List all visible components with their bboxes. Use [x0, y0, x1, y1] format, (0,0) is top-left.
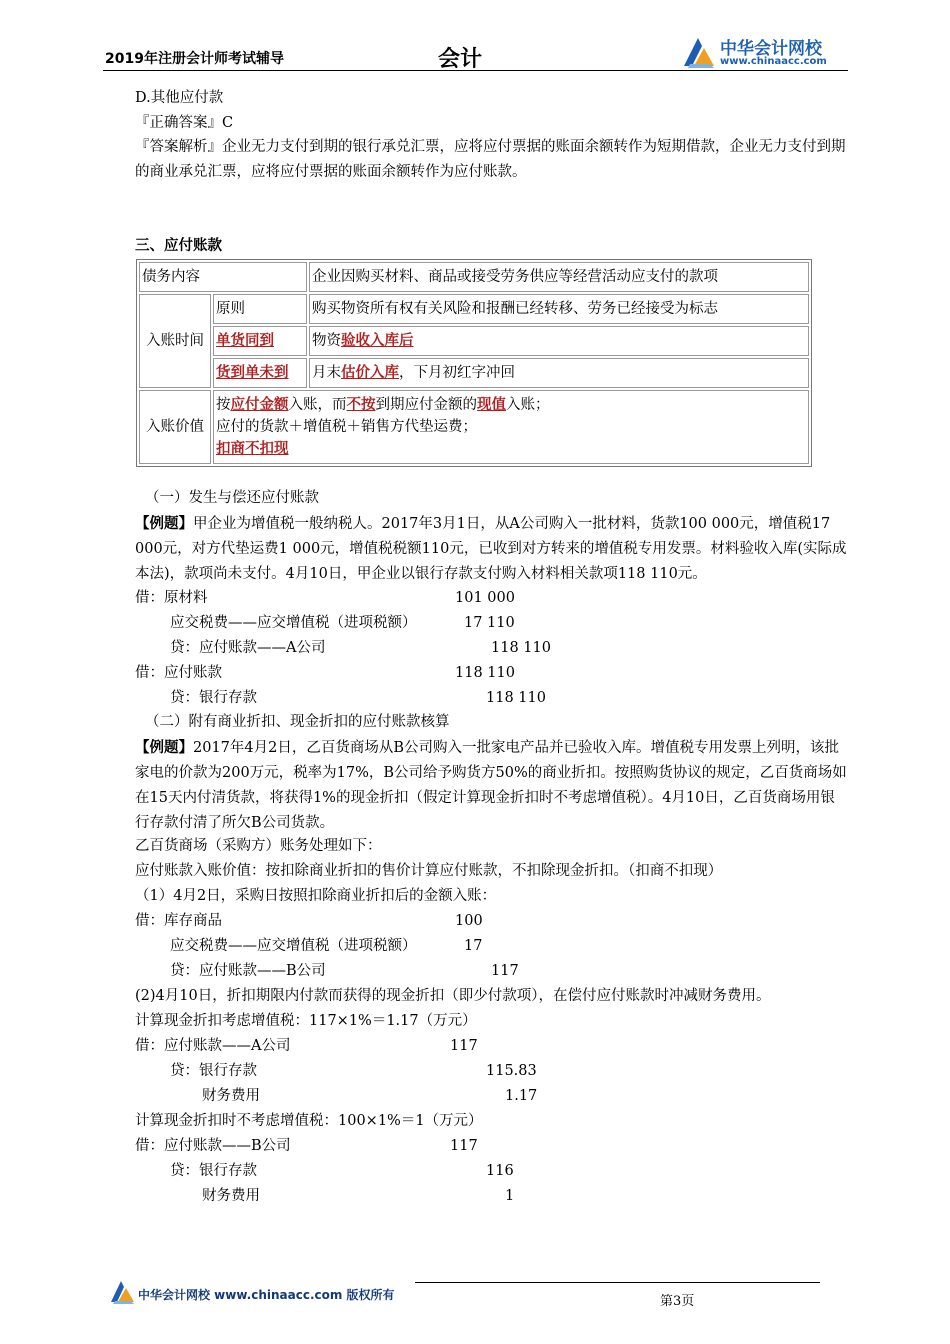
- v1-b: 应付金额: [230, 396, 289, 413]
- v1-c: 入账，而: [288, 397, 347, 413]
- payable-table: [136, 259, 812, 467]
- page-number: 第3页: [660, 1294, 695, 1309]
- entry-amount: 116: [486, 1163, 514, 1179]
- entry-line: 应交税费——应交增值税（进项税额）: [170, 615, 417, 631]
- example-tag: 【例题】: [135, 515, 193, 532]
- entry-line: 贷：应付账款——A公司: [170, 640, 326, 656]
- entry-line: 借：应付账款: [135, 665, 222, 681]
- entry-amount: 17: [464, 938, 483, 954]
- entry-amount: 115.83: [486, 1063, 537, 1079]
- table-cell-principle-value: 购买物资所有权有关风险和报酬已经转移、劳务已经接受为标志: [309, 294, 809, 324]
- entry-amount: 117: [450, 1038, 478, 1054]
- value-line-1: [216, 394, 806, 416]
- entry-line: 借：原材料: [135, 590, 208, 606]
- part2-example: [135, 735, 847, 836]
- answer-analysis: 『答案解析』企业无力支付到期的银行承兑汇票，应将应付票据的账面余额转作为短期借款，企业无力支付到期的商业承兑汇票，应将应付票据的账面余额转作为应付账款。: [135, 139, 846, 180]
- part2-line: (2)4月10日，折扣期限内付款而获得的现金折扣（即少付款项），在偿付应付账款时冲减财务费用。: [135, 988, 771, 1004]
- footer-text: 中华会计网校 www.chinaacc.com 版权所有: [138, 1288, 395, 1302]
- entry-amount: 1: [505, 1188, 515, 1204]
- table-row: [139, 358, 809, 388]
- entry-amount: 118 110: [486, 690, 546, 706]
- entry-line: 借：库存商品: [135, 913, 222, 929]
- v1-f: 现值: [477, 396, 506, 413]
- v1-e: 到期应付金额的: [375, 397, 477, 413]
- value-line-3: [216, 438, 806, 460]
- v1-g: 入账；: [506, 397, 550, 413]
- brand-logo-icon: [680, 34, 718, 70]
- table-cell-debt-label: 债务内容: [139, 262, 307, 292]
- case2-pre: 月末: [312, 365, 341, 381]
- value-line-2: 应付的货款＋增值税＋销售方代垫运费；: [216, 419, 477, 435]
- part1-example: [135, 511, 847, 587]
- v3: 扣商不扣现: [216, 440, 289, 457]
- part2-line: （1）4月2日，采购日按照扣除商业折扣后的金额入账：: [135, 888, 497, 904]
- table-row: [139, 294, 809, 324]
- entry-line: 贷：银行存款: [170, 1063, 257, 1079]
- table-cell-value-label: 入账价值: [139, 390, 211, 464]
- entry-line: 贷：银行存款: [170, 1163, 257, 1179]
- entry-amount: 1.17: [505, 1088, 538, 1104]
- entry-line: 应交税费——应交增值税（进项税额）: [170, 938, 417, 954]
- header-subject: 会计: [438, 47, 483, 72]
- entry-amount: 118 110: [455, 665, 515, 681]
- entry-amount: 100: [455, 913, 483, 929]
- example-text: 甲企业为增值税一般纳税人。2017年3月1日，从A公司购入一批材料，货款100 000元，增值税17 000元，对方代垫运费1 000元，增值税税额110元，已收到对方转来的增值税专用发票。材料验收入库(实际成本法)，款项尚未支付。4月10日，甲企业以银行存款支付购入材料相关款项118 110元。: [135, 516, 847, 582]
- entry-line: 贷：应付账款——B公司: [170, 963, 326, 979]
- table-cell-case2-value: [309, 358, 809, 388]
- part2-title: （二）附有商业折扣、现金折扣的应付账款核算: [145, 714, 450, 730]
- entry-line: 借：应付账款——B公司: [135, 1138, 291, 1154]
- entry-line: 借：应付账款——A公司: [135, 1038, 291, 1054]
- case1-pre: 物资: [312, 333, 341, 349]
- table-cell-value-content: [213, 390, 809, 464]
- case2-label: 货到单未到: [216, 364, 289, 381]
- footer-rule: [415, 1282, 820, 1283]
- footer-brand: [108, 1278, 428, 1308]
- v1-a: 按: [216, 397, 231, 413]
- entry-amount: 101 000: [455, 590, 515, 606]
- table-cell-time-label: 入账时间: [139, 294, 211, 388]
- example-tag: 【例题】: [135, 739, 193, 756]
- part1-title: （一）发生与偿还应付账款: [145, 490, 319, 506]
- table-row: [139, 262, 809, 292]
- table-cell-case1-label: [213, 326, 307, 356]
- table-cell-case2-label: [213, 358, 307, 388]
- option-d: D.其他应付款: [135, 90, 224, 106]
- example-text: 2017年4月2日，乙百货商场从B公司购入一批家电产品并已验收入库。增值税专用发票上列明，该批家电的价款为200万元，税率为17%，B公司给予购货方50%的商业折扣。按照购货协议的规定，乙百货商场如在15天内付清货款，将获得1%的现金折扣（假定计算现金折扣时不考虑增值税）。4月10日，乙百货商场用银行存款付清了所欠B公司货款。: [135, 740, 847, 831]
- entry-line: 贷：银行存款: [170, 690, 257, 706]
- table-cell-case1-value: [309, 326, 809, 356]
- part2-line: 计算现金折扣时不考虑增值税：100×1%＝1（万元）: [135, 1113, 483, 1129]
- entry-line: 财务费用: [202, 1188, 260, 1204]
- entry-amount: 17 110: [464, 615, 515, 631]
- part2-line: 计算现金折扣考虑增值税：117×1%＝1.17（万元）: [135, 1013, 477, 1029]
- v1-d: 不按: [346, 396, 376, 413]
- brand-logo: [680, 34, 850, 72]
- logo-name: 中华会计网校: [720, 39, 822, 59]
- logo-url: www.chinaacc.com: [720, 56, 827, 67]
- table-cell-principle-label: 原则: [213, 294, 307, 324]
- table-cell-debt-value: 企业因购买材料、商品或接受劳务供应等经营活动应支付的款项: [309, 262, 809, 292]
- case1-highlight: 验收入库后: [341, 332, 414, 349]
- part2-line: 应付账款入账价值：按扣除商业折扣的售价计算应付账款，不扣除现金折扣。（扣商不扣现）: [135, 863, 723, 879]
- section-title: 三、应付账款: [135, 237, 222, 254]
- case1-label: 单货同到: [216, 332, 274, 349]
- part2-line: 乙百货商场（采购方）账务处理如下：: [135, 838, 382, 854]
- case2-highlight: 估价入库: [341, 364, 399, 381]
- header-course-title: 2019年注册会计师考试辅导: [105, 51, 284, 67]
- entry-amount: 117: [491, 963, 519, 979]
- table-row: [139, 326, 809, 356]
- entry-line: 财务费用: [202, 1088, 260, 1104]
- correct-answer: 『正确答案』C: [135, 115, 234, 131]
- entry-amount: 117: [450, 1138, 478, 1154]
- table-row: [139, 390, 809, 464]
- entry-amount: 118 110: [491, 640, 551, 656]
- case2-post: ，下月初红字冲回: [399, 365, 515, 381]
- footer-logo-icon: [108, 1278, 136, 1306]
